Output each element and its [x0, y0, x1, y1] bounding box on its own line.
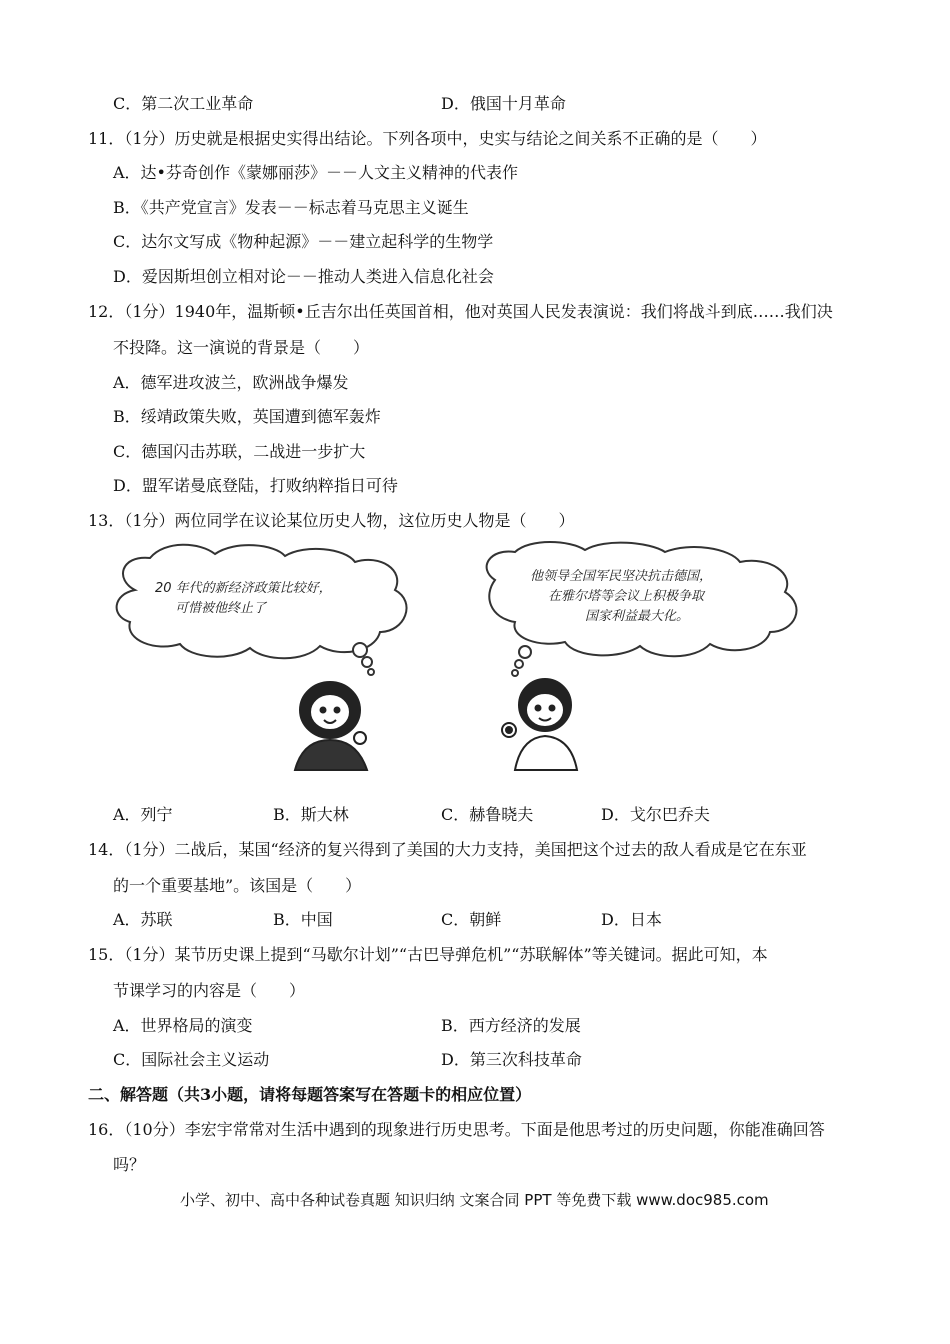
q13-option-c: C．赫鲁晓夫 [441, 805, 534, 824]
q13-option-b: B．斯大林 [273, 805, 349, 824]
q12-stem-line1: 12．（1分）1940年，温斯顿•丘吉尔出任英国首相，他对英国人民发表演说：我们将战斗到底……我们决 [88, 302, 833, 321]
bubble-right-line1: 他领导全国军民坚决抗击德国， [530, 569, 713, 584]
q14-stem-line2: 的一个重要基地”。该国是（ ） [113, 876, 362, 895]
q14-option-b: B．中国 [273, 910, 333, 929]
right-student-figure [502, 679, 577, 770]
q10-option-d: D．俄国十月革命 [441, 94, 566, 113]
q12-stem-line2: 不投降。这一演说的背景是（ ） [113, 338, 370, 357]
q16-stem-line1: 16．（10分）李宏宇常常对生活中遇到的现象进行历史思考。下面是他思考过的历史问题，你能准确回答 [88, 1120, 825, 1139]
q15-stem-line2: 节课学习的内容是（ ） [113, 981, 306, 1000]
q11-stem: 11．（1分）历史就是根据史实得出结论。下列各项中，史实与结论之间关系不正确的是（ ） [88, 129, 767, 148]
bubble-left-line2: 可惜被他终止了 [175, 601, 267, 616]
q12-option-a: A．德军进攻波兰，欧洲战争爆发 [113, 373, 349, 392]
q13-stem: 13．（1分）两位同学在议论某位历史人物，这位历史人物是（ ） [88, 511, 575, 530]
q12-option-b: B．绥靖政策失败，英国遭到德军轰炸 [113, 407, 381, 426]
q14-option-d: D．日本 [601, 910, 662, 929]
bubble-right-line2: 在雅尔塔等会议上积极争取 [548, 589, 705, 604]
q16-stem-line2: 吗？ [113, 1155, 146, 1174]
q12-option-c: C．德国闪击苏联，二战进一步扩大 [113, 442, 366, 461]
q13-option-d: D．戈尔巴乔夫 [601, 805, 710, 824]
q11-option-a: A．达•芬奇创作《蒙娜丽莎》－－人文主义精神的代表作 [113, 163, 518, 182]
bubble-right-line3: 国家利益最大化。 [585, 609, 690, 624]
q14-option-a: A．苏联 [113, 910, 173, 929]
q10-option-c: C．第二次工业革命 [113, 94, 254, 113]
section-heading: 二、解答题（共3小题，请将每题答案写在答题卡的相应位置） [88, 1085, 532, 1104]
left-student-figure [295, 682, 367, 770]
q15-option-c: C．国际社会主义运动 [113, 1050, 270, 1069]
q15-stem-line1: 15．（1分）某节历史课上提到“马歇尔计划”“古巴导弹危机”“苏联解体”等关键词。据此可知，本 [88, 945, 768, 964]
q14-stem-line1: 14．（1分）二战后，某国“经济的复兴得到了美国的大力支持，美国把这个过去的敌人看成是它在东亚 [88, 840, 807, 859]
q14-option-c: C．朝鲜 [441, 910, 502, 929]
page-footer: 小学、初中、高中各种试卷真题 知识归纳 文案合同 PPT 等免费下载 www.doc985.com [180, 1191, 769, 1209]
q13-option-a: A．列宁 [113, 805, 173, 824]
q11-option-d: D．爱因斯坦创立相对论－－推动人类进入信息化社会 [113, 267, 494, 286]
q15-option-a: A．世界格局的演变 [113, 1016, 253, 1035]
q15-option-d: D．第三次科技革命 [441, 1050, 582, 1069]
q11-option-b: B．《共产党宣言》发表－－标志着马克思主义诞生 [113, 198, 469, 217]
q13-cartoon-illustration [105, 540, 865, 775]
bubble-left-line1: 20 年代的新经济政策比较好， [155, 581, 332, 596]
q11-option-c: C．达尔文写成《物种起源》－－建立起科学的生物学 [113, 232, 494, 251]
q12-option-d: D．盟军诺曼底登陆，打败纳粹指日可待 [113, 476, 398, 495]
q15-option-b: B．西方经济的发展 [441, 1016, 581, 1035]
